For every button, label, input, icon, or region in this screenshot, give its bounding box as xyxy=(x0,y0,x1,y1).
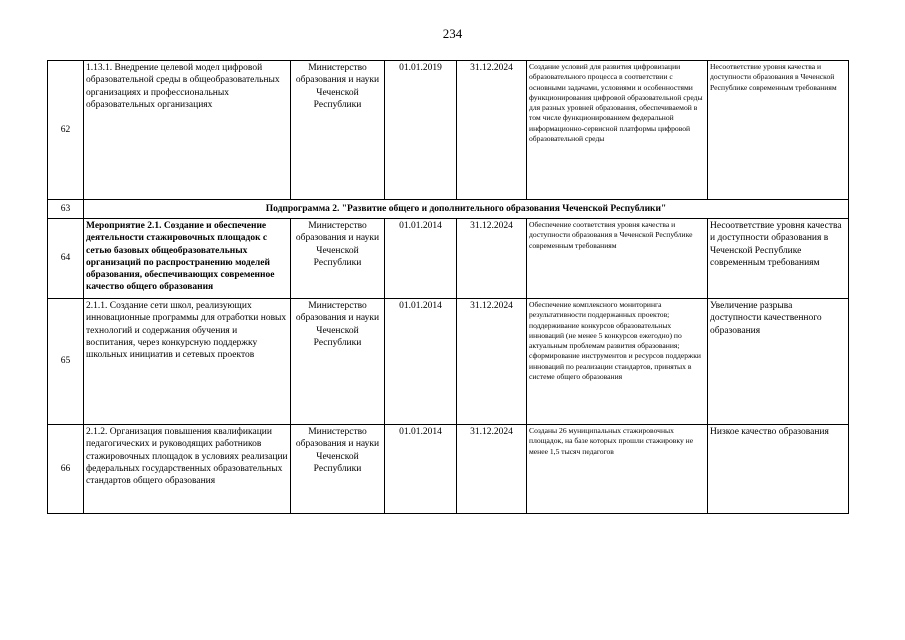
row-number: 65 xyxy=(48,299,84,425)
consequence: Несоответствие уровня качества и доступности образования в Чеченской Республике современным требованиям xyxy=(708,219,849,299)
start-date: 01.01.2019 xyxy=(385,61,457,200)
executor: Министерство образования и науки Чеченской Республики xyxy=(291,299,385,425)
subprogram-title: Подпрограмма 2. "Развитие общего и дополнительного образования Чеченской Республики" xyxy=(84,200,849,219)
expected-result: Создание условий для развития цифровизации образовательного процесса в соответствии с основными задачами, условиями и особенностями функционирования цифровой образовательной среды для разных уровней образования, обеспечиваемой в том числе функционированием федеральной информационно-сервисной платформы цифровой образовательной среды xyxy=(527,61,708,200)
row-number: 66 xyxy=(48,425,84,514)
table-row xyxy=(48,61,849,200)
expected-result: Созданы 26 муниципальных стажировочных площадок, на базе которых прошли стажировку не менее 1,5 тысяч педагогов xyxy=(527,425,708,514)
expected-result: Обеспечение комплексного мониторинга результативности поддержанных проектов; поддерживание конкурсов образовательных инноваций (не менее 5 конкурсов ежегодно) по актуальным проблемам развития образования; сформирование инструментов и ресурсов поддержки инноваций по реализации стандартов, принятых в системе общего образования xyxy=(527,299,708,425)
consequence: Несоответствие уровня качества и доступности образования в Чеченской Республике современным требованиям xyxy=(708,61,849,200)
table-row xyxy=(48,219,849,299)
row-number: 63 xyxy=(48,200,84,219)
start-date: 01.01.2014 xyxy=(385,219,457,299)
activity-name: 2.1.1. Создание сети школ, реализующих инновационные программы для отработки новых технологий и содержания обучения и воспитания, через конкурсную поддержку школьных инициатив и сетевых проектов xyxy=(84,299,291,425)
activity-name: 2.1.2. Организация повышения квалификации педагогических и руководящих работников стажировочных площадок в условиях реализации федеральных государственных образовательных стандартов общего образования xyxy=(84,425,291,514)
page-number: 234 xyxy=(442,26,463,41)
start-date: 01.01.2014 xyxy=(385,425,457,514)
executor: Министерство образования и науки Чеченской Республики xyxy=(291,219,385,299)
start-date: 01.01.2014 xyxy=(385,299,457,425)
table-row xyxy=(48,299,849,425)
expected-result: Обеспечение соответствия уровня качества и доступности образования в Чеченской Республике современным требованиям xyxy=(527,219,708,299)
activity-name: 1.13.1. Внедрение целевой модел цифровой образовательной среды в общеобразовательных организациях и профессиональных образовательных организациях xyxy=(84,61,291,200)
table-row xyxy=(48,425,849,514)
end-date: 31.12.2024 xyxy=(457,425,527,514)
program-table xyxy=(47,60,849,514)
consequence: Низкое качество образования xyxy=(708,425,849,514)
executor: Министерство образования и науки Чеченской Республики xyxy=(291,425,385,514)
executor: Министерство образования и науки Чеченской Республики xyxy=(291,61,385,200)
consequence: Увеличение разрыва доступности качественного образования xyxy=(708,299,849,425)
table-row xyxy=(48,200,849,219)
end-date: 31.12.2024 xyxy=(457,61,527,200)
end-date: 31.12.2024 xyxy=(457,219,527,299)
row-number: 62 xyxy=(48,61,84,200)
row-number: 64 xyxy=(48,219,84,299)
activity-name: Мероприятие 2.1. Создание и обеспечение деятельности стажировочных площадок с сетью базовых общеобразовательных организаций по распространению моделей образования, обеспечивающих современное качество общего образования xyxy=(84,219,291,299)
end-date: 31.12.2024 xyxy=(457,299,527,425)
